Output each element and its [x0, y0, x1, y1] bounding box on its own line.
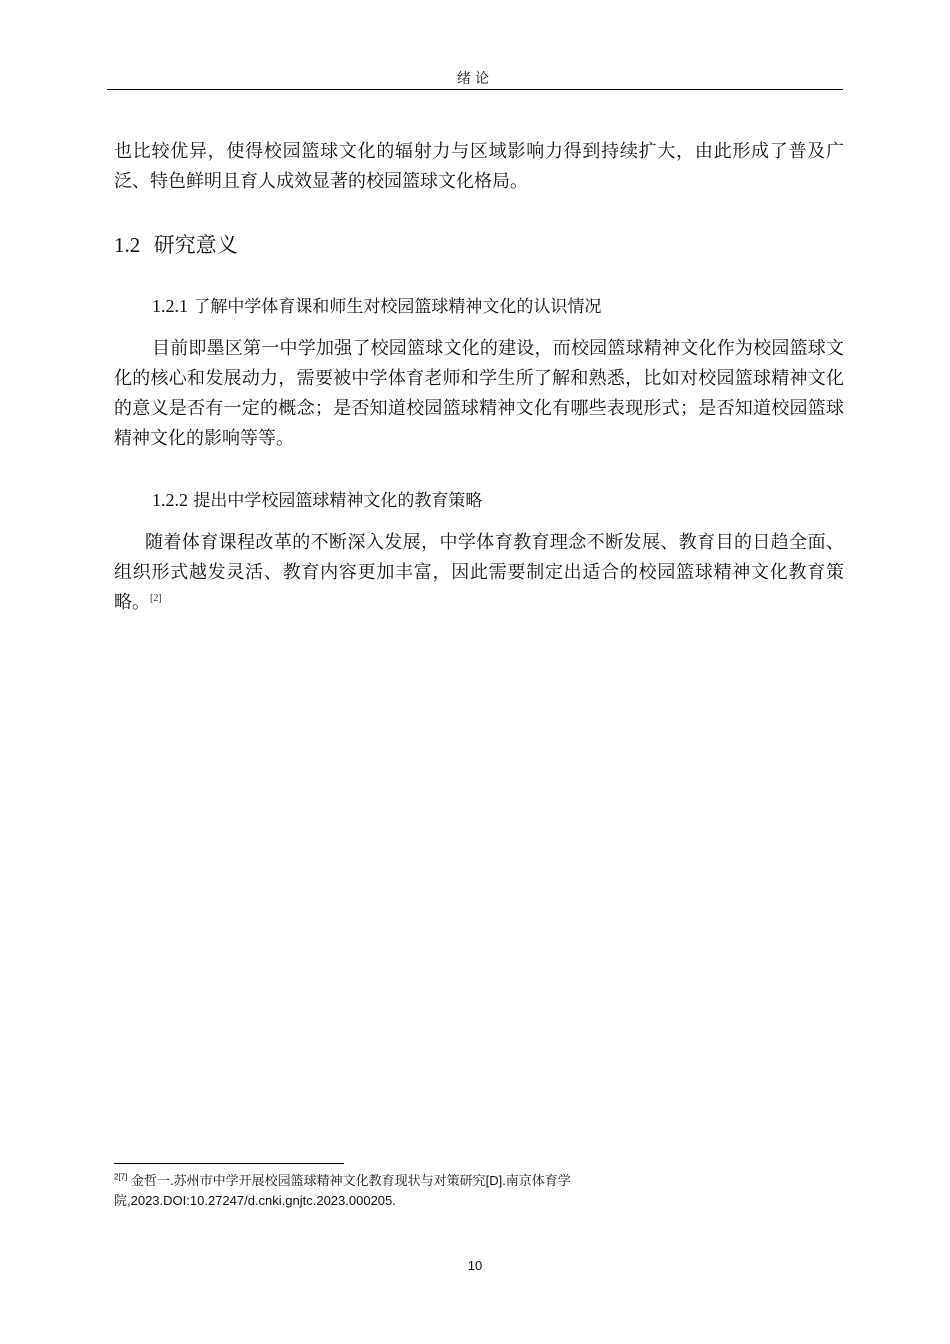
subsection-title: 提出中学校园篮球精神文化的教育策略	[193, 491, 483, 511]
footnote-text: 金哲一.苏州市中学开展校园篮球精神文化教育现状与对策研究[D].南京体育学院,2023.DOI:10.27247/d.cnki.gnjtc.2023.000205.	[114, 1173, 571, 1208]
section-number: 1.2	[114, 233, 141, 257]
section-heading	[114, 229, 238, 259]
page-number: 10	[467, 1258, 483, 1273]
subsection-number: 1.2.1	[152, 296, 188, 316]
header-rule	[107, 89, 843, 90]
footnote	[114, 1171, 764, 1211]
paragraph-continuation: 也比较优异，使得校园篮球文化的辐射力与区域影响力得到持续扩大，由此形成了普及广泛、特色鲜明且育人成效显著的校园篮球文化格局。	[114, 141, 844, 192]
paragraph-text: 随着体育课程改革的不断深入发展，中学体育教育理念不断发展、教育目的日趋全面、组织形式越发灵活、教育内容更加丰富，因此需要制定出适合的校园篮球精神文化教育策略。	[114, 532, 844, 613]
paragraph-strategy	[114, 528, 844, 618]
running-header: 绪论	[457, 71, 493, 87]
citation-marker[interactable]: [2]	[150, 593, 162, 604]
paragraph-understanding: 目前即墨区第一中学加强了校园篮球文化的建设，而校园篮球精神文化作为校园篮球文化的核心和发展动力，需要被中学体育老师和学生所了解和熟悉，比如对校园篮球精神文化的意义是否有一定的概念；是否知道校园篮球精神文化有哪些表现形式；是否知道校园篮球精神文化的影响等等。	[114, 338, 844, 449]
section-title: 研究意义	[153, 233, 238, 257]
subsection-heading-2	[152, 486, 482, 511]
subsection-heading-1	[152, 292, 601, 317]
subsection-title: 了解中学体育课和师生对校园篮球精神文化的认识情况	[193, 297, 602, 317]
footnote-separator	[114, 1163, 344, 1164]
footnote-mark: 2[7]	[114, 1172, 128, 1182]
subsection-number: 1.2.2	[152, 490, 188, 510]
